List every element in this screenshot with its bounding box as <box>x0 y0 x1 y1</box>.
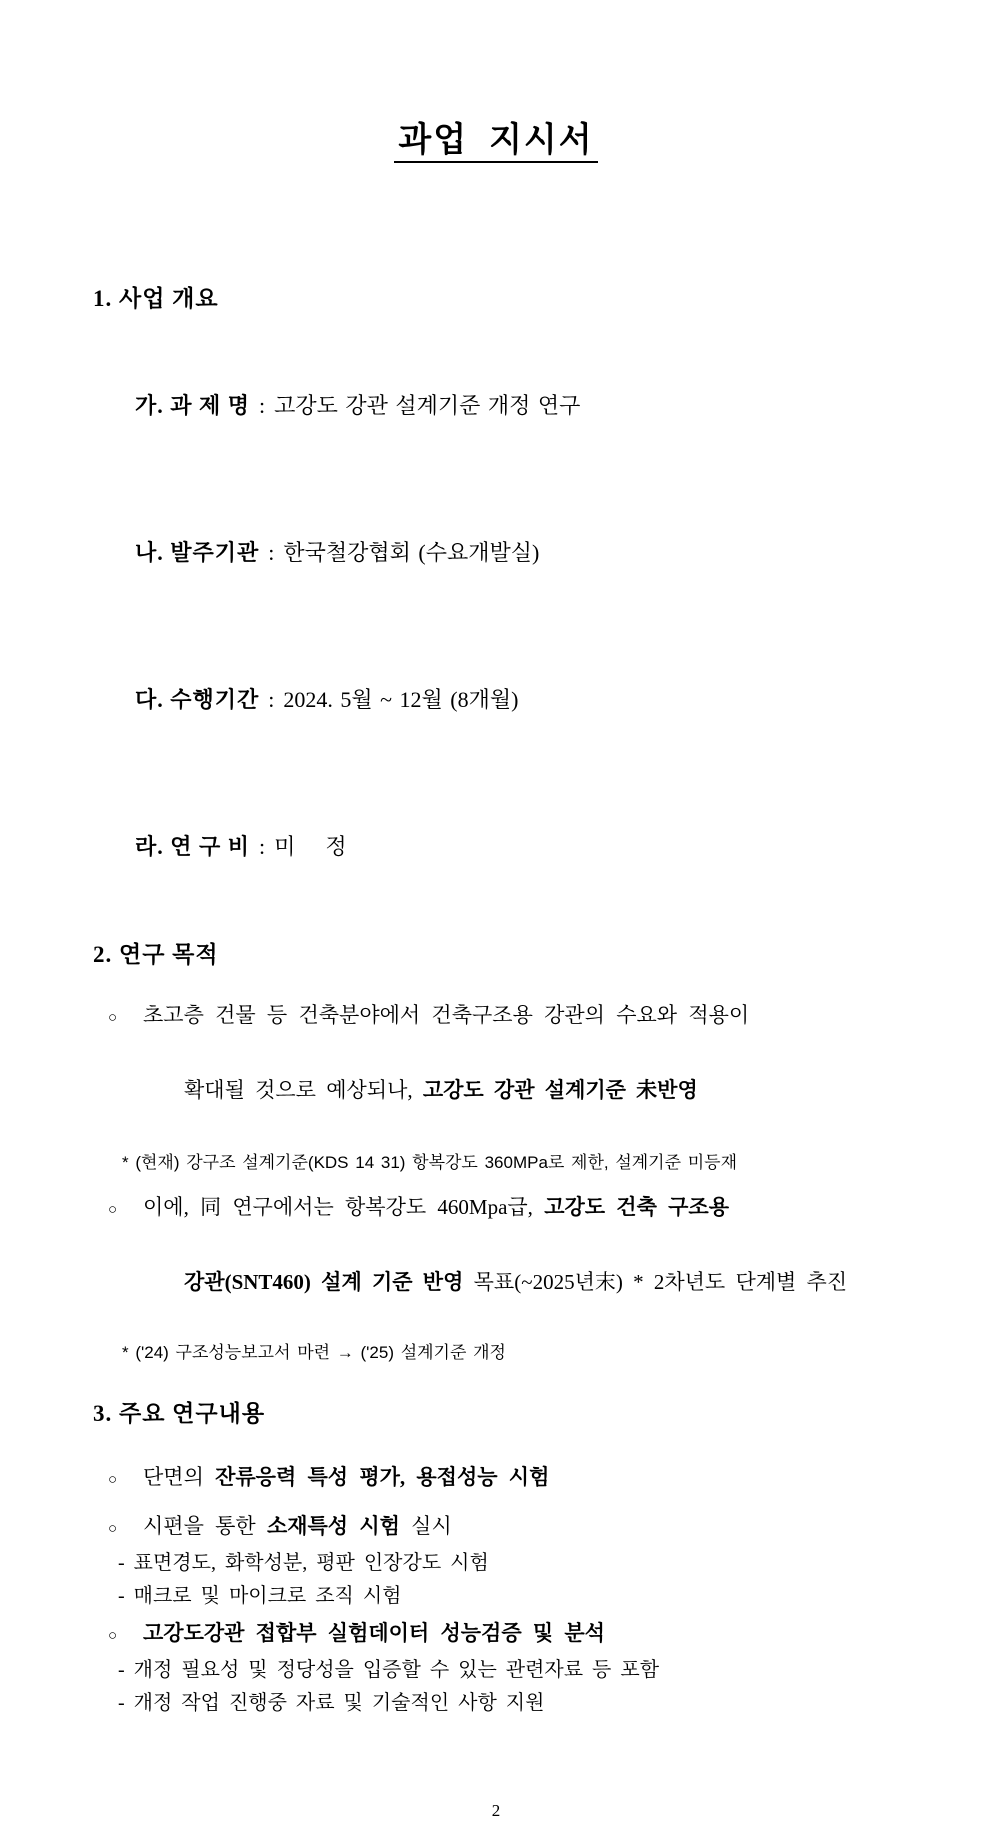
circle-bullet-icon: ○ <box>108 1472 118 1488</box>
document-title <box>0 118 992 170</box>
circle-bullet-icon: ○ <box>108 1521 118 1537</box>
bullet-text: 목표(~2025년末) * 2차년도 단계별 추진 <box>463 1270 848 1294</box>
bullet-text-bold: 고강도 건축 구조용 <box>544 1195 729 1219</box>
page-number: 2 <box>491 1801 501 1820</box>
bullet-text-bold: 고강도 강관 설계기준 未반영 <box>422 1078 698 1102</box>
section3-bullet3-subitem2: - 개정 작업 진행중 자료 및 기술적인 사항 지원 <box>118 1692 545 1714</box>
document-page <box>0 118 992 1820</box>
section3-bullet1 <box>0 1459 992 1498</box>
section2-bullet1-line2 <box>0 1036 992 1144</box>
field-label: 라. 연 구 비 <box>135 834 251 859</box>
bullet-text-bold: 강관(SNT460) 설계 기준 반영 <box>184 1270 464 1294</box>
document-title-text: 과업 지시서 <box>394 122 597 163</box>
circle-bullet-icon: ○ <box>108 1010 118 1026</box>
field-colon: : <box>259 834 266 859</box>
field-colon: : <box>268 540 275 565</box>
section2-bullet2-line2 <box>0 1228 992 1336</box>
bullet-text: 시편을 통한 <box>143 1514 267 1538</box>
bullet-text: 확대될 것으로 예상되나, <box>184 1078 423 1102</box>
bullet-text: 실시 <box>399 1514 452 1538</box>
field-research-budget <box>0 793 992 901</box>
circle-bullet-icon: ○ <box>108 1628 118 1644</box>
section2-bullet2-line1 <box>0 1190 992 1228</box>
bullet-text-bold: 소재특성 시험 <box>266 1514 400 1538</box>
section3-bullet3-subitem1: - 개정 필요성 및 정당성을 입증할 수 있는 관련자료 등 포함 <box>118 1659 660 1681</box>
bullet-text: 초고층 건물 등 건축분야에서 건축구조용 강관의 수요와 적용이 <box>143 1003 750 1027</box>
bullet-text-bold: 잔류응력 특성 평가, 용접성능 시험 <box>215 1465 550 1489</box>
field-project-period <box>0 646 992 754</box>
field-label: 나. 발주기관 <box>135 540 260 565</box>
field-colon: : <box>259 393 266 418</box>
field-value: 한국철강협회 (수요개발실) <box>283 540 540 565</box>
section3-bullet3 <box>0 1615 992 1654</box>
field-ordering-agency <box>0 499 992 607</box>
section3-bullet2-subitem2: - 매크로 및 마이크로 조직 시험 <box>118 1585 402 1607</box>
field-label: 가. 과 제 명 <box>135 393 251 418</box>
field-colon: : <box>268 687 275 712</box>
field-value: 2024. 5월 ~ 12월 (8개월) <box>283 687 519 712</box>
field-value: 고강도 강관 설계기준 개정 연구 <box>274 393 581 418</box>
bullet-text: 이에, 同 연구에서는 항복강도 460Mpa급, <box>143 1195 545 1219</box>
section2-note2: * ('24) 구조성능보고서 마련 → ('25) 설계기준 개정 <box>122 1343 506 1362</box>
circle-bullet-icon: ○ <box>108 1202 118 1218</box>
section2-bullet1-line1 <box>0 998 992 1036</box>
field-project-name <box>0 352 992 460</box>
section-heading-research-purpose: 2. 연구 목적 <box>93 942 219 967</box>
field-label: 다. 수행기간 <box>135 687 260 712</box>
section-heading-project-overview: 1. 사업 개요 <box>93 286 219 311</box>
bullet-text: 단면의 <box>143 1465 216 1489</box>
field-value: 미 정 <box>274 834 347 859</box>
section-heading-research-contents: 3. 주요 연구내용 <box>93 1401 266 1426</box>
section2-note1: * (현재) 강구조 설계기준(KDS 14 31) 항복강도 360MPa로 제한, 설계기준 미등재 <box>122 1153 738 1172</box>
bullet-text-bold: 고강도강관 접합부 실험데이터 성능검증 및 분석 <box>143 1621 605 1645</box>
section3-bullet2-subitem1: - 표면경도, 화학성분, 평판 인장강도 시험 <box>118 1552 489 1574</box>
section3-bullet2 <box>0 1508 992 1547</box>
